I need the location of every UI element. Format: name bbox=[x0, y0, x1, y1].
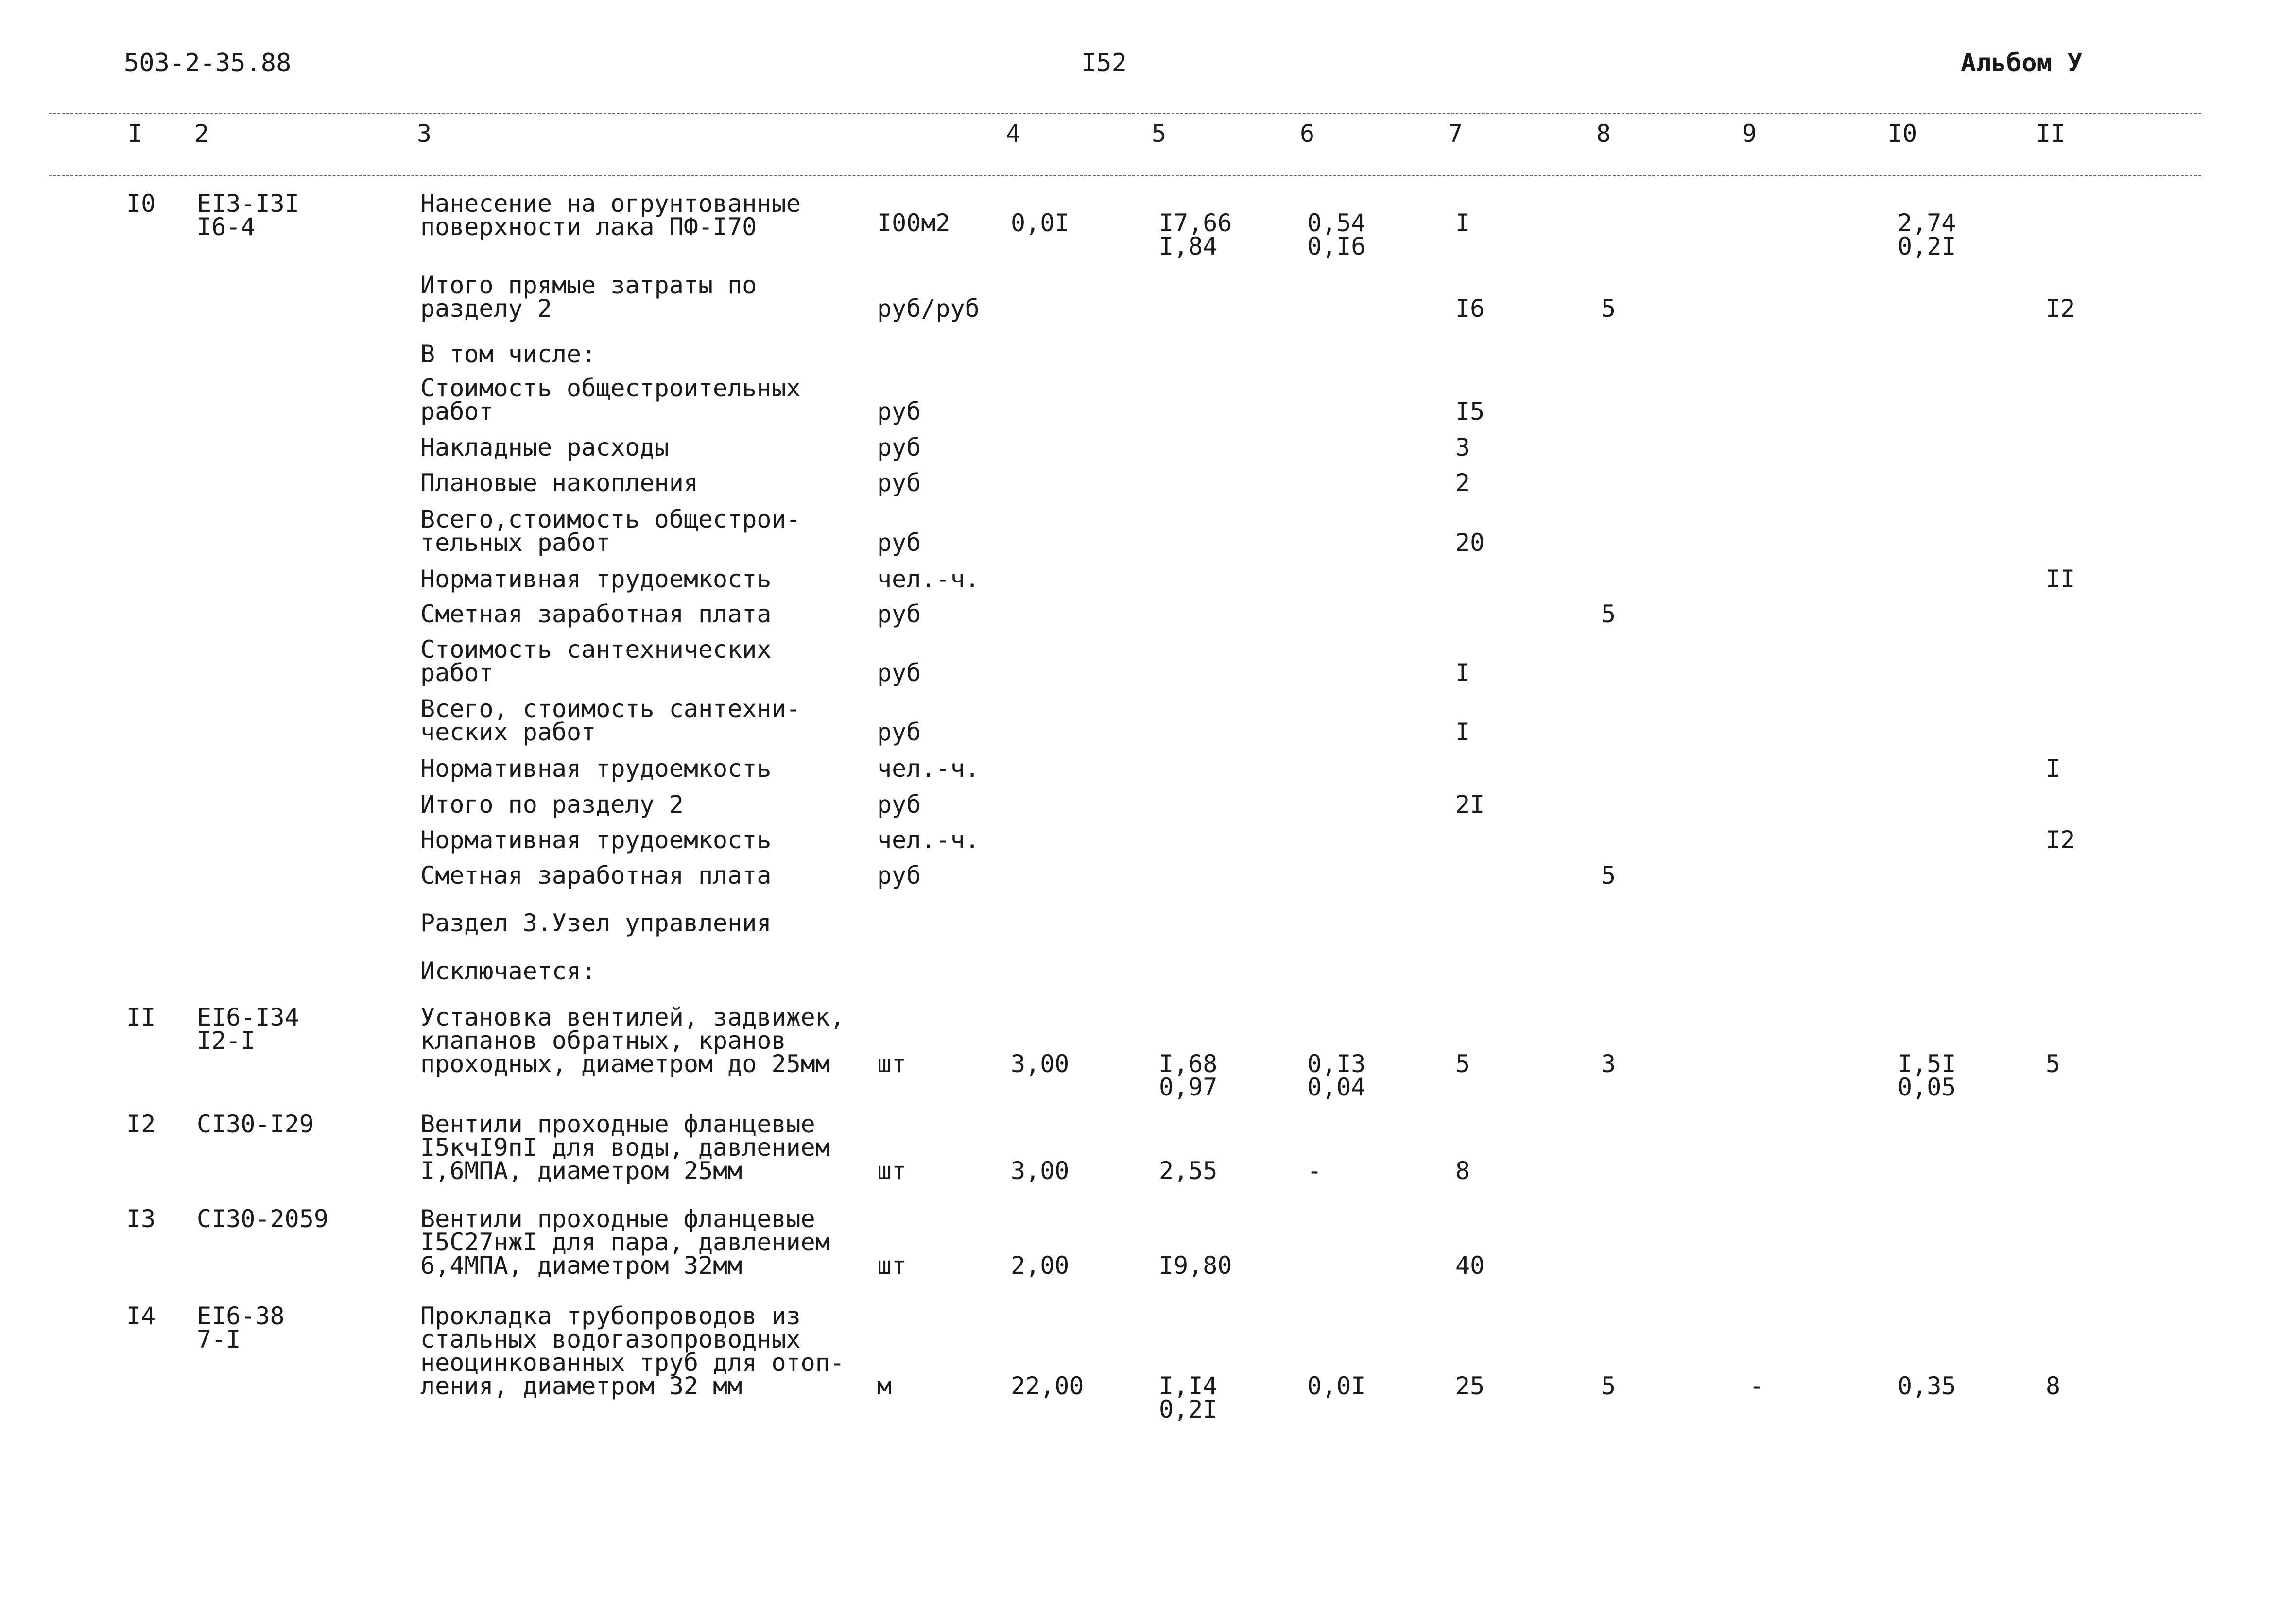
unit-of-measure bbox=[877, 294, 980, 323]
machine-cost bbox=[1307, 1157, 1322, 1185]
norm-code-line: EI6-I34 bbox=[197, 1003, 299, 1031]
work-description bbox=[420, 1110, 830, 1185]
quantity bbox=[1011, 1157, 1070, 1185]
work-description-line: работ bbox=[420, 397, 494, 426]
work-description-line: Итого прямые затраты по bbox=[420, 271, 757, 299]
wage-cost bbox=[1601, 294, 1616, 323]
unit-of-measure-line: руб bbox=[877, 659, 921, 687]
machine-cost-line: 0,54 bbox=[1307, 209, 1366, 237]
unit-of-measure-line: руб bbox=[877, 861, 921, 889]
quantity bbox=[1011, 211, 1069, 235]
work-description-line: неоцинкованных труб для отоп- bbox=[420, 1349, 845, 1377]
work-description-line: работ bbox=[420, 659, 494, 687]
unit-cost-line: 0,97 bbox=[1159, 1073, 1218, 1101]
machine-cost-line: 0,04 bbox=[1307, 1073, 1366, 1101]
unit-of-measure bbox=[877, 602, 921, 626]
machine-cost bbox=[1307, 211, 1365, 258]
total-cost-line: 40 bbox=[1455, 1251, 1485, 1280]
total-cost bbox=[1455, 1374, 1485, 1398]
wage-cost bbox=[1601, 1374, 1616, 1398]
work-description-line: Раздел 3.Узел управления bbox=[420, 909, 772, 937]
work-description-line: Нормативная трудоемкость bbox=[420, 826, 772, 854]
work-description bbox=[420, 602, 771, 626]
norm-code-line: I2-I bbox=[197, 1026, 256, 1055]
column-header: 3 bbox=[417, 120, 432, 148]
unit-of-measure bbox=[877, 828, 980, 852]
work-description bbox=[420, 567, 771, 591]
work-description-line: тельных работ bbox=[420, 529, 611, 557]
unit-of-measure bbox=[877, 1374, 892, 1398]
work-description bbox=[420, 1304, 845, 1398]
labor-total bbox=[2046, 567, 2075, 591]
row-number bbox=[126, 1003, 156, 1031]
norm-code bbox=[197, 1112, 314, 1136]
total-cost bbox=[1455, 790, 1485, 819]
total-cost bbox=[1455, 211, 1470, 235]
wage-cost-line: 5 bbox=[1601, 294, 1616, 323]
total-cost-line: 20 bbox=[1455, 529, 1485, 557]
album-label: Альбом У bbox=[1961, 49, 2083, 78]
unit-of-measure-line: руб bbox=[877, 600, 921, 628]
norm-code bbox=[197, 1003, 299, 1055]
total-cost bbox=[1455, 294, 1485, 323]
work-description bbox=[420, 189, 801, 241]
unit-of-measure bbox=[877, 861, 921, 889]
column-header: 7 bbox=[1448, 120, 1463, 148]
wage-cost-line: 5 bbox=[1601, 861, 1616, 889]
total-cost-line: I6 bbox=[1455, 294, 1485, 323]
wage-cost bbox=[1601, 602, 1616, 626]
column-9-value bbox=[1749, 1374, 1764, 1398]
machine-cost-line: 0,I3 bbox=[1307, 1050, 1366, 1078]
unit-of-measure bbox=[877, 1251, 907, 1280]
quantity-line: 2,00 bbox=[1011, 1251, 1070, 1280]
labor-per-unit bbox=[1898, 1374, 1956, 1398]
work-description-line: Прокладка трубопроводов из bbox=[420, 1302, 801, 1330]
quantity-line: 3,00 bbox=[1011, 1050, 1070, 1078]
unit-of-measure-line: руб bbox=[877, 718, 921, 746]
work-description-line: ческих работ bbox=[420, 718, 596, 746]
unit-of-measure bbox=[877, 567, 980, 591]
machine-cost bbox=[1307, 1052, 1365, 1099]
work-description bbox=[420, 635, 772, 687]
column-header: 8 bbox=[1596, 120, 1611, 148]
unit-of-measure bbox=[877, 211, 950, 235]
work-description-line: стальных водогазопроводных bbox=[420, 1325, 801, 1353]
work-description-line: 6,4МПА, диаметром 32мм bbox=[420, 1251, 742, 1280]
unit-of-measure bbox=[877, 471, 921, 495]
work-description bbox=[420, 754, 772, 783]
unit-of-measure bbox=[877, 1157, 907, 1185]
norm-code-line: CI30-2059 bbox=[197, 1205, 328, 1233]
norm-code bbox=[197, 1304, 285, 1351]
unit-of-measure-line: чел.-ч. bbox=[877, 565, 980, 593]
row-number-line: I2 bbox=[126, 1110, 156, 1138]
norm-code-line: 7-I bbox=[197, 1325, 241, 1353]
machine-cost-line: - bbox=[1307, 1157, 1322, 1185]
work-description-line: Всего,стоимость общестрои- bbox=[420, 505, 801, 533]
total-cost bbox=[1455, 397, 1485, 426]
work-description-line: разделу 2 bbox=[420, 294, 552, 323]
work-description-line: Сметная заработная плата bbox=[420, 600, 772, 628]
labor-per-unit-line: I,5I bbox=[1898, 1050, 1956, 1078]
unit-of-measure bbox=[877, 433, 921, 462]
work-description-line: В том числе: bbox=[420, 340, 596, 368]
column-header: I bbox=[128, 120, 143, 148]
work-description-line: Итого по разделу 2 bbox=[420, 790, 684, 819]
row-number-line: II bbox=[126, 1003, 156, 1031]
work-description bbox=[420, 471, 698, 495]
unit-of-measure-line: чел.-ч. bbox=[877, 826, 980, 854]
unit-cost bbox=[1159, 1374, 1217, 1421]
work-description bbox=[420, 1205, 830, 1280]
norm-code-line: CI30-I29 bbox=[197, 1110, 314, 1138]
row-number-line: I0 bbox=[126, 189, 156, 218]
unit-of-measure-line: м bbox=[877, 1372, 892, 1400]
page-number: I52 bbox=[1081, 49, 1127, 78]
unit-of-measure-line: шт bbox=[877, 1050, 907, 1078]
table-header-top-rule bbox=[49, 113, 2201, 114]
unit-cost-line: 2,55 bbox=[1159, 1157, 1218, 1185]
quantity bbox=[1011, 1374, 1084, 1398]
labor-per-unit bbox=[1898, 211, 1956, 258]
total-cost-line: 2 bbox=[1455, 469, 1470, 497]
machine-cost-line: 0,I6 bbox=[1307, 232, 1366, 260]
unit-of-measure-line: руб bbox=[877, 790, 921, 819]
work-description bbox=[420, 1003, 845, 1078]
unit-cost-line: I,84 bbox=[1159, 232, 1218, 260]
labor-per-unit-line: 0,2I bbox=[1898, 232, 1956, 260]
work-description-line: Стоимость общестроительных bbox=[420, 374, 801, 402]
work-description bbox=[420, 861, 772, 889]
norm-code bbox=[197, 1207, 328, 1231]
unit-of-measure-line: I00м2 bbox=[877, 209, 950, 237]
labor-total bbox=[2046, 828, 2075, 852]
total-cost bbox=[1455, 720, 1470, 744]
work-description bbox=[420, 342, 596, 366]
total-cost bbox=[1455, 433, 1470, 462]
work-description-line: Нормативная трудоемкость bbox=[420, 754, 772, 783]
total-cost-line: I bbox=[1455, 718, 1470, 746]
unit-cost bbox=[1159, 211, 1232, 258]
labor-per-unit bbox=[1898, 1052, 1956, 1099]
unit-cost-line: I,68 bbox=[1159, 1050, 1218, 1078]
unit-cost-line: 0,2I bbox=[1159, 1395, 1218, 1423]
wage-cost-line: 5 bbox=[1601, 1372, 1616, 1400]
work-description bbox=[420, 271, 757, 323]
labor-total bbox=[2046, 1052, 2060, 1076]
labor-total-line: I2 bbox=[2046, 294, 2075, 323]
work-description bbox=[420, 505, 801, 557]
work-description-line: поверхности лака ПФ-I70 bbox=[420, 213, 757, 241]
work-description-line: Накладные расходы bbox=[420, 433, 669, 462]
wage-cost-line: 5 bbox=[1601, 600, 1616, 628]
table-header-bottom-rule bbox=[49, 175, 2201, 176]
wage-cost bbox=[1601, 861, 1616, 889]
work-description bbox=[420, 433, 669, 462]
labor-per-unit-line: 2,74 bbox=[1898, 209, 1956, 237]
labor-total-line: 8 bbox=[2046, 1372, 2061, 1400]
labor-per-unit-line: 0,35 bbox=[1898, 1372, 1956, 1400]
work-description bbox=[420, 911, 771, 935]
total-cost bbox=[1455, 1157, 1470, 1185]
document-code: 503-2-35.88 bbox=[124, 49, 292, 78]
labor-total-line: 5 bbox=[2046, 1050, 2061, 1078]
total-cost-line: 2I bbox=[1455, 790, 1485, 819]
work-description-line: Сметная заработная плата bbox=[420, 861, 772, 889]
column-9-value-line: - bbox=[1749, 1372, 1764, 1400]
unit-cost-line: I,I4 bbox=[1159, 1372, 1218, 1400]
total-cost bbox=[1455, 471, 1470, 495]
labor-total-line: II bbox=[2046, 565, 2075, 593]
unit-cost bbox=[1159, 1157, 1218, 1185]
total-cost-line: I5 bbox=[1455, 397, 1485, 426]
wage-cost-line: 3 bbox=[1601, 1050, 1616, 1078]
column-header: II bbox=[2036, 120, 2066, 148]
unit-of-measure-line: руб bbox=[877, 529, 921, 557]
unit-of-measure-line: шт bbox=[877, 1251, 907, 1280]
row-number bbox=[126, 1112, 155, 1136]
unit-of-measure-line: руб/руб bbox=[877, 294, 980, 323]
work-description-line: Вентили проходные фланцевые bbox=[420, 1110, 815, 1138]
work-description-line: Исключается: bbox=[420, 957, 596, 985]
unit-cost-line: I7,66 bbox=[1159, 209, 1232, 237]
total-cost-line: 8 bbox=[1455, 1157, 1470, 1185]
unit-cost bbox=[1159, 1052, 1217, 1099]
work-description bbox=[420, 697, 801, 744]
column-header: 6 bbox=[1300, 120, 1315, 148]
column-header: 2 bbox=[194, 120, 209, 148]
labor-total-line: I2 bbox=[2046, 826, 2075, 854]
work-description-line: Вентили проходные фланцевые bbox=[420, 1205, 815, 1233]
total-cost-line: 5 bbox=[1455, 1050, 1470, 1078]
unit-of-measure-line: шт bbox=[877, 1157, 907, 1185]
work-description-line: Плановые накопления bbox=[420, 469, 698, 497]
unit-of-measure-line: руб bbox=[877, 469, 921, 497]
labor-total bbox=[2046, 754, 2061, 783]
column-header: 9 bbox=[1742, 120, 1757, 148]
unit-of-measure bbox=[877, 790, 921, 819]
norm-code-line: EI3-I3I bbox=[197, 189, 299, 218]
total-cost-line: I bbox=[1455, 659, 1470, 687]
quantity-line: 3,00 bbox=[1011, 1157, 1070, 1185]
norm-code bbox=[197, 189, 299, 241]
total-cost-line: 25 bbox=[1455, 1372, 1485, 1400]
machine-cost bbox=[1307, 1374, 1365, 1398]
work-description bbox=[420, 828, 771, 852]
work-description-line: клапанов обратных, кранов bbox=[420, 1026, 786, 1055]
unit-of-measure-line: руб bbox=[877, 433, 921, 462]
work-description-line: Стоимость сантехнических bbox=[420, 635, 772, 664]
unit-of-measure-line: чел.-ч. bbox=[877, 754, 980, 783]
unit-of-measure bbox=[877, 1052, 906, 1076]
labor-total-line: I bbox=[2046, 754, 2061, 783]
work-description-line: I5C27нжI для пара, давлением bbox=[420, 1228, 830, 1256]
total-cost bbox=[1455, 1251, 1485, 1280]
column-header: 5 bbox=[1152, 120, 1167, 148]
unit-of-measure bbox=[877, 659, 921, 687]
unit-of-measure bbox=[877, 397, 921, 426]
work-description-line: Всего, стоимость сантехни- bbox=[420, 695, 801, 723]
row-number bbox=[126, 1207, 155, 1231]
row-number-line: I4 bbox=[126, 1302, 156, 1330]
unit-of-measure bbox=[877, 720, 921, 744]
total-cost-line: 3 bbox=[1455, 433, 1470, 462]
unit-of-measure bbox=[877, 529, 921, 557]
total-cost bbox=[1455, 1052, 1470, 1076]
machine-cost-line: 0,0I bbox=[1307, 1372, 1366, 1400]
row-number bbox=[126, 189, 156, 218]
work-description-line: проходных, диаметром до 25мм bbox=[420, 1050, 830, 1078]
labor-per-unit-line: 0,05 bbox=[1898, 1073, 1956, 1101]
unit-cost-line: I9,80 bbox=[1159, 1251, 1232, 1280]
column-header: 4 bbox=[1006, 120, 1021, 148]
work-description bbox=[420, 959, 596, 983]
work-description-line: I5кчI9пI для воды, давлением bbox=[420, 1133, 830, 1162]
work-description-line: ления, диаметром 32 мм bbox=[420, 1372, 742, 1400]
total-cost bbox=[1455, 659, 1470, 687]
labor-total bbox=[2046, 294, 2075, 323]
quantity bbox=[1011, 1251, 1070, 1280]
unit-of-measure bbox=[877, 754, 980, 783]
quantity-line: 0,0I bbox=[1011, 209, 1070, 237]
wage-cost bbox=[1601, 1052, 1616, 1076]
row-number-line: I3 bbox=[126, 1205, 156, 1233]
work-description bbox=[420, 790, 684, 819]
total-cost bbox=[1455, 529, 1485, 557]
unit-cost bbox=[1159, 1251, 1232, 1280]
work-description-line: I,6МПА, диаметром 25мм bbox=[420, 1157, 742, 1185]
column-header: I0 bbox=[1888, 120, 1917, 148]
quantity bbox=[1011, 1052, 1069, 1076]
labor-total bbox=[2046, 1374, 2060, 1398]
row-number bbox=[126, 1304, 155, 1328]
work-description-line: Установка вентилей, задвижек, bbox=[420, 1003, 845, 1031]
work-description-line: Нормативная трудоемкость bbox=[420, 565, 772, 593]
quantity-line: 22,00 bbox=[1011, 1372, 1084, 1400]
norm-code-line: EI6-38 bbox=[197, 1302, 285, 1330]
total-cost-line: I bbox=[1455, 209, 1470, 237]
work-description bbox=[420, 374, 801, 426]
work-description-line: Нанесение на огрунтованные bbox=[420, 189, 801, 218]
norm-code-line: I6-4 bbox=[197, 213, 256, 241]
unit-of-measure-line: руб bbox=[877, 397, 921, 426]
